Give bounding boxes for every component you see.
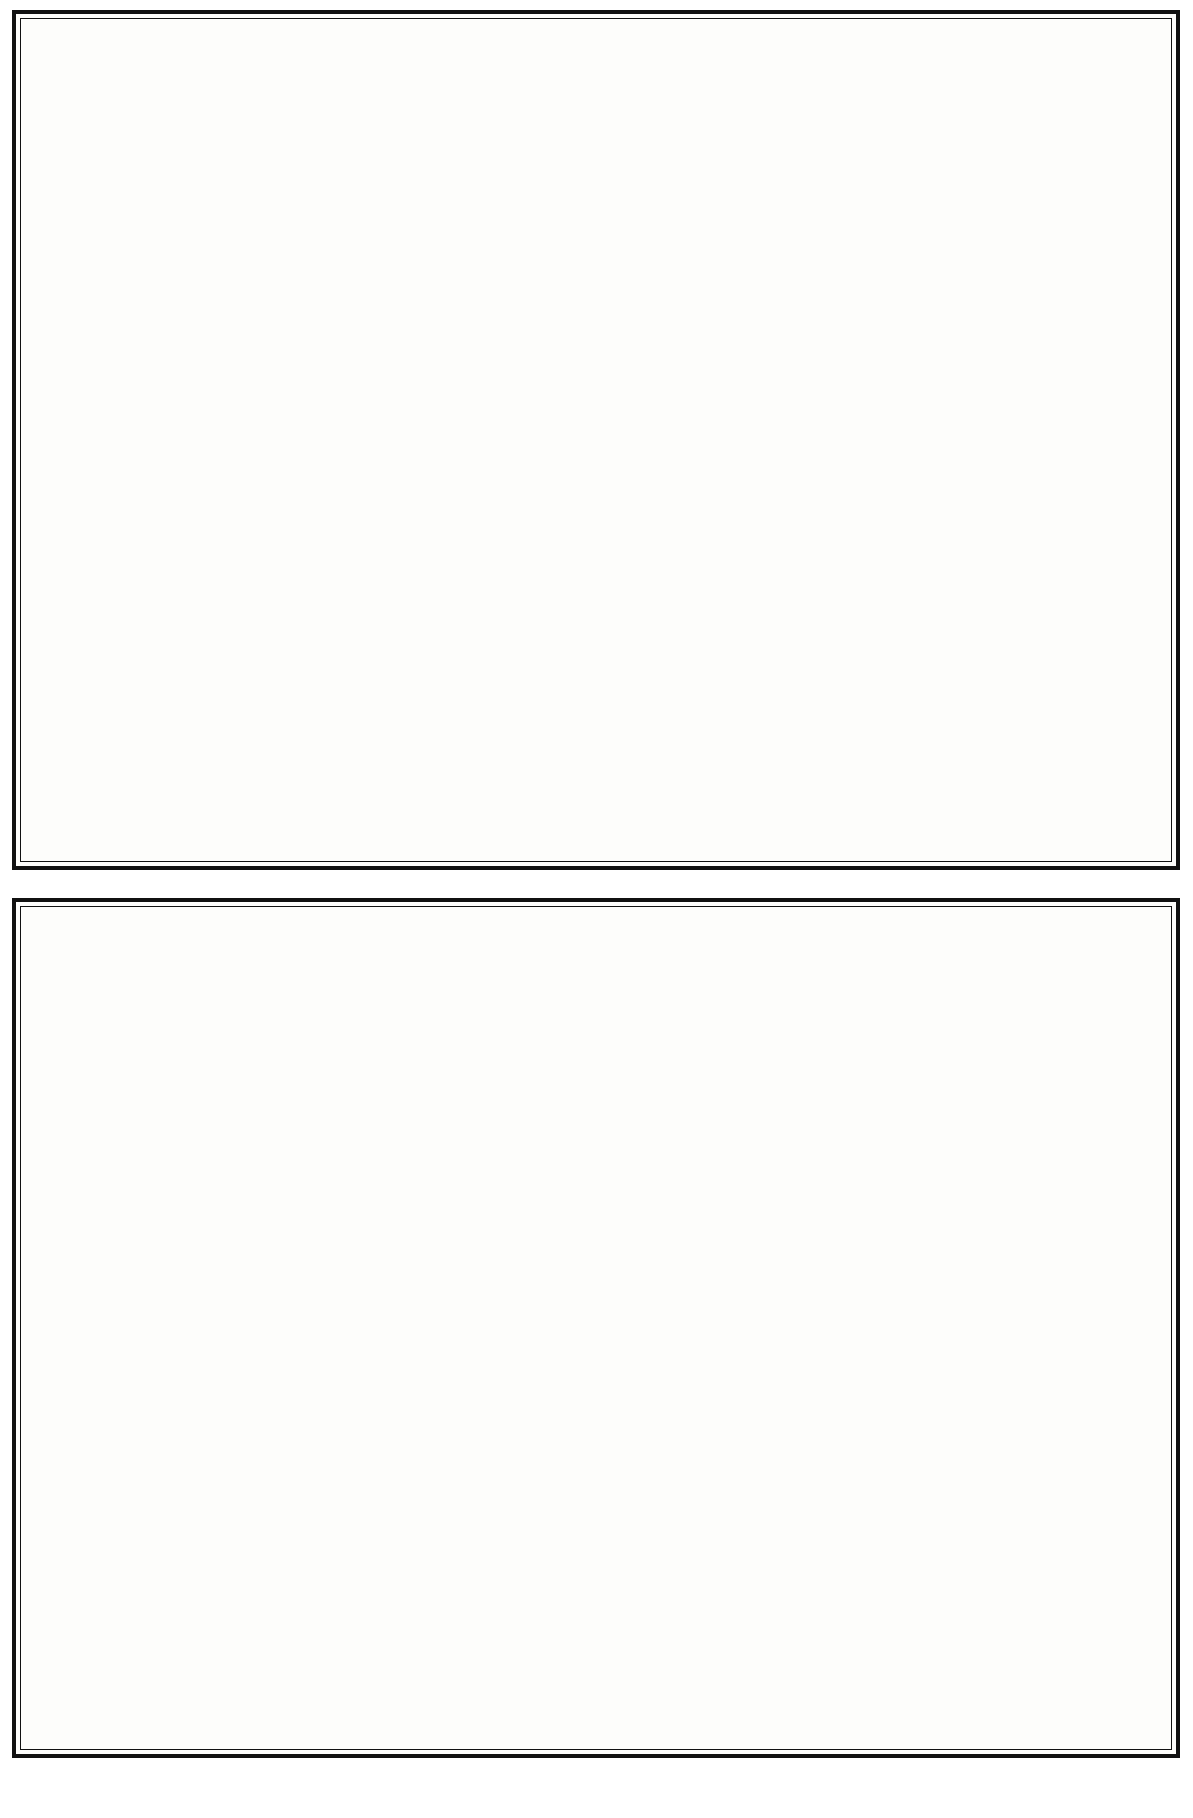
top-page	[12, 10, 1180, 870]
top-columns	[26, 26, 1166, 854]
bottom-columns	[26, 914, 1166, 1742]
bottom-page	[12, 898, 1180, 1758]
